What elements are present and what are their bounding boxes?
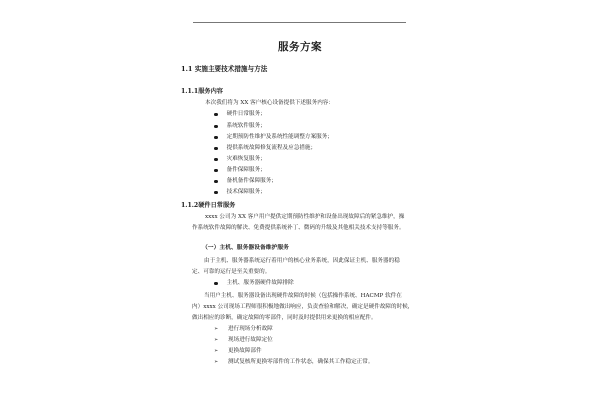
paragraph-line: 由于主机、服务器系统运行着用户的核心业务系统，因此保证主机、服务器的稳	[204, 258, 400, 264]
bullet-dot-icon	[214, 136, 218, 140]
bullet-dot-icon	[214, 282, 218, 286]
list-item-text: 进行现场分析故障	[228, 326, 273, 332]
arrow-bullet-icon: ➢	[214, 337, 219, 343]
list-item-text: 更换故障部件	[228, 348, 262, 354]
list-item-text: 系统软件服务；	[226, 123, 266, 129]
bullet-dot-icon	[214, 191, 218, 195]
bullet-dot-icon	[214, 113, 218, 117]
intro-paragraph: 本次我们将为 XX 客户核心设备提供下述服务内容：	[205, 100, 334, 106]
list-item	[214, 111, 266, 118]
list-item-text: 硬件日常服务；	[226, 111, 266, 117]
list-item	[214, 326, 273, 333]
list-item-text: 技术保障服务；	[226, 189, 266, 195]
bullet-dot-icon	[214, 158, 218, 162]
list-item	[214, 359, 373, 366]
bullet-dot-icon	[214, 169, 218, 173]
bullet-dot-icon	[214, 180, 218, 184]
section-heading-1-1-2: 1.1.2硬件日常服务	[181, 202, 236, 209]
paragraph-line: xxxx 公司为 XX 客户用户提供定期预防性维护和设备出现故障后的紧急维护，操	[205, 214, 405, 220]
list-item-text: 定期预防性维护及系统性能调整方案服务；	[226, 134, 333, 140]
section-heading-1-1-1: 1.1.1服务内容	[181, 88, 223, 95]
list-item-text: 主机、服务器硬件故障排除	[226, 280, 294, 286]
arrow-bullet-icon: ➢	[214, 348, 219, 354]
list-item	[214, 134, 333, 141]
subsection-heading: （一）主机、服务器设备维护服务	[202, 245, 289, 251]
list-item	[214, 337, 273, 344]
paragraph-line: 内）xxxx 公司现场工程师很积极地做出响应，负责查验和解决，确定是硬件故障的时候，	[192, 304, 414, 310]
list-item	[214, 145, 316, 152]
arrow-bullet-icon: ➢	[214, 359, 219, 365]
bullet-dot-icon	[214, 147, 218, 151]
list-item-text: 测试复核所更换零部件的工作状态，确保其工作稳定正常。	[228, 359, 374, 365]
list-item	[214, 178, 277, 185]
list-item-text: 备机备件保障服务；	[226, 178, 277, 184]
list-item-text: 灾难恢复服务；	[226, 156, 266, 162]
paragraph-line: 做出相应的诊断，确定故障的零部件，同时及时提供用来更换的相应配件。	[192, 315, 377, 321]
list-item	[214, 189, 266, 196]
section-heading-1-1: 1.1 实施主要技术措施与方法	[181, 65, 268, 73]
bullet-dot-icon	[214, 125, 218, 129]
list-item	[214, 167, 266, 174]
page-title: 服务方案	[278, 41, 322, 53]
list-item-text: 提供系统故障修复流程及应急措施；	[226, 145, 317, 151]
header-rule	[193, 22, 406, 23]
paragraph-line: 作系统软件故障的解决、免费提供系统补丁、微码的升级及其他相关技术支持等服务。	[192, 225, 405, 231]
list-item	[214, 348, 262, 355]
list-item-text: 备件保障服务；	[226, 167, 266, 173]
arrow-bullet-icon: ➢	[214, 326, 219, 332]
list-item	[214, 280, 294, 287]
list-item-text: 现场进行故障定位	[228, 337, 273, 343]
paragraph-line: 定、可靠的运行是至关重要的。	[192, 269, 271, 275]
paragraph-line: 当用户主机、服务器设备出现硬件故障的时候（包括操作系统、HACMP 软件在	[204, 293, 402, 299]
list-item	[214, 156, 266, 163]
list-item	[214, 123, 266, 130]
